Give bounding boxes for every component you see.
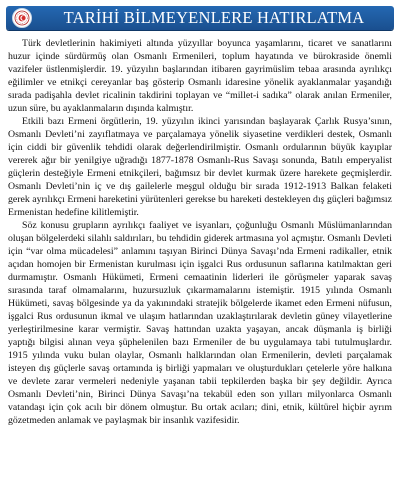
paragraph: Türk devletlerinin hakimiyeti altında yüzyıllar boyunca yaşamlarını, ticaret ve sanatlarını huzur içinde sürdürmüş olan Osmanlı Ermenileri, toplum hayatında ve bürokraside önemli vazifeler üstlenmişlerdir. 19. yüzyılın başlarından itibaren gayrimüslim tebaa arasında ayrılıkçı eğilimler ve etnikçi cereyanlar baş gösterip Osmanlı idaresine yönelik ayaklanmalar yaşandığı sırada padişahla devlet ricalinin takdirini toplayan ve “millet-i sadıka” olarak anılan Ermeniler, uzun süre, bu ayaklanmaların dışında kalmıştır. xyxy=(8,38,392,114)
page-title: TARİHİ BİLMEYENLERE HATIRLATMA xyxy=(63,8,365,27)
header-banner xyxy=(6,6,394,30)
paragraph: Etkili bazı Ermeni örgütlerin, 19. yüzyılın ikinci yarısından başlayarak Çarlık Rusya’sının, Osmanlı Devleti’ni zayıflatmaya ve parçalamaya yönelik siyasetine verdikleri destek, Osmanlı için ciddi bir güvenlik tehdidi olarak değerlendirilmiştir. Osmanlı ordularının büyük kayıplar vererek ağır bir yenilgiye uğradığı 1877-1878 Osmanlı-Rus Savaşı sonunda, Batılı emperyalist güçlerin desteğiyle Ermeni etnikçileri, bağımsız bir devlet kurmak üzere harekete geçmişlerdir. Osmanlı Devleti’nin iç ve dış gailelerle meşgul olduğu bir sırada 1912-1913 Balkan felaketi gerek ayrılıkçı Ermeni hareketini yürütenleri gerekse bu hareketi destekleyen dış güçleri bağımsız Ermenistan hedefine kilitlemiştir. xyxy=(8,116,392,218)
seal-emblem-icon xyxy=(14,10,30,26)
paragraph: Söz konusu grupların ayrılıkçı faaliyet ve isyanları, çoğunluğu Osmanlı Müslümanlarından oluşan bölgelerdeki silahlı saldırıları, bu tehdidin giderek artmasına yol açmıştır. Osmanlı Devleti için “var olma mücadelesi” anlamını taşıyan Birinci Dünya Savaşı’nda Ermeni radikaller, etnik açıdan homojen bir Ermenistan kurulması için işgalci Rus ordusunun saflarına katılmaktan geri durmamıştır. Osmanlı Hükümeti, Ermeni cemaatinin liderleri ile görüşmeler yaparak savaş sırasında taraf olmamalarını, huzursuzluk çıkarmamalarını istemiştir. 1915 yılında Osmanlı Hükümeti, savaş bölgesinde ya da yakınındaki stratejik bölgelerde ikamet eden Ermeni nüfusun, işgalci Rus ordusunun ikmal ve ulaşım hatlarından uzaklaştırılarak devletin güney vilayetlerine yerleştirilmesine karar vermiştir. Savaş hattından uzakta yaşayan, ancak düşmanla iş birliği yaptığı bilgisi alınan veya şüphelenilen bazı Ermeniler de bu uygulamaya tabi tutulmuşlardır. 1915 yılında vuku bulan olaylar, Osmanlı halklarından olan Ermenilerin, devleti parçalamak isteyen dış güçlerle savaş ortamında iş birliği yapmaları ve oluşturdukları çetelerle yöre halkına ve devlete zarar vermeleri nedeniyle yaşanan tabii tepkilerden başka bir şey değildir. Ayrıca Osmanlı Devleti’nin, Birinci Dünya Savaşı’na tekabül eden son yılları milyonlarca Osmanlı vatandaşı için çok acılı bir dönem olmuştur. Bu ortak acıları; dini, etnik, kültürel hiçbir ayrım gözetmeden anlamak ve paylaşmak bir insanlık vazifesidir. xyxy=(8,220,392,426)
article-body xyxy=(8,37,392,427)
seal-logo-icon xyxy=(12,8,32,28)
